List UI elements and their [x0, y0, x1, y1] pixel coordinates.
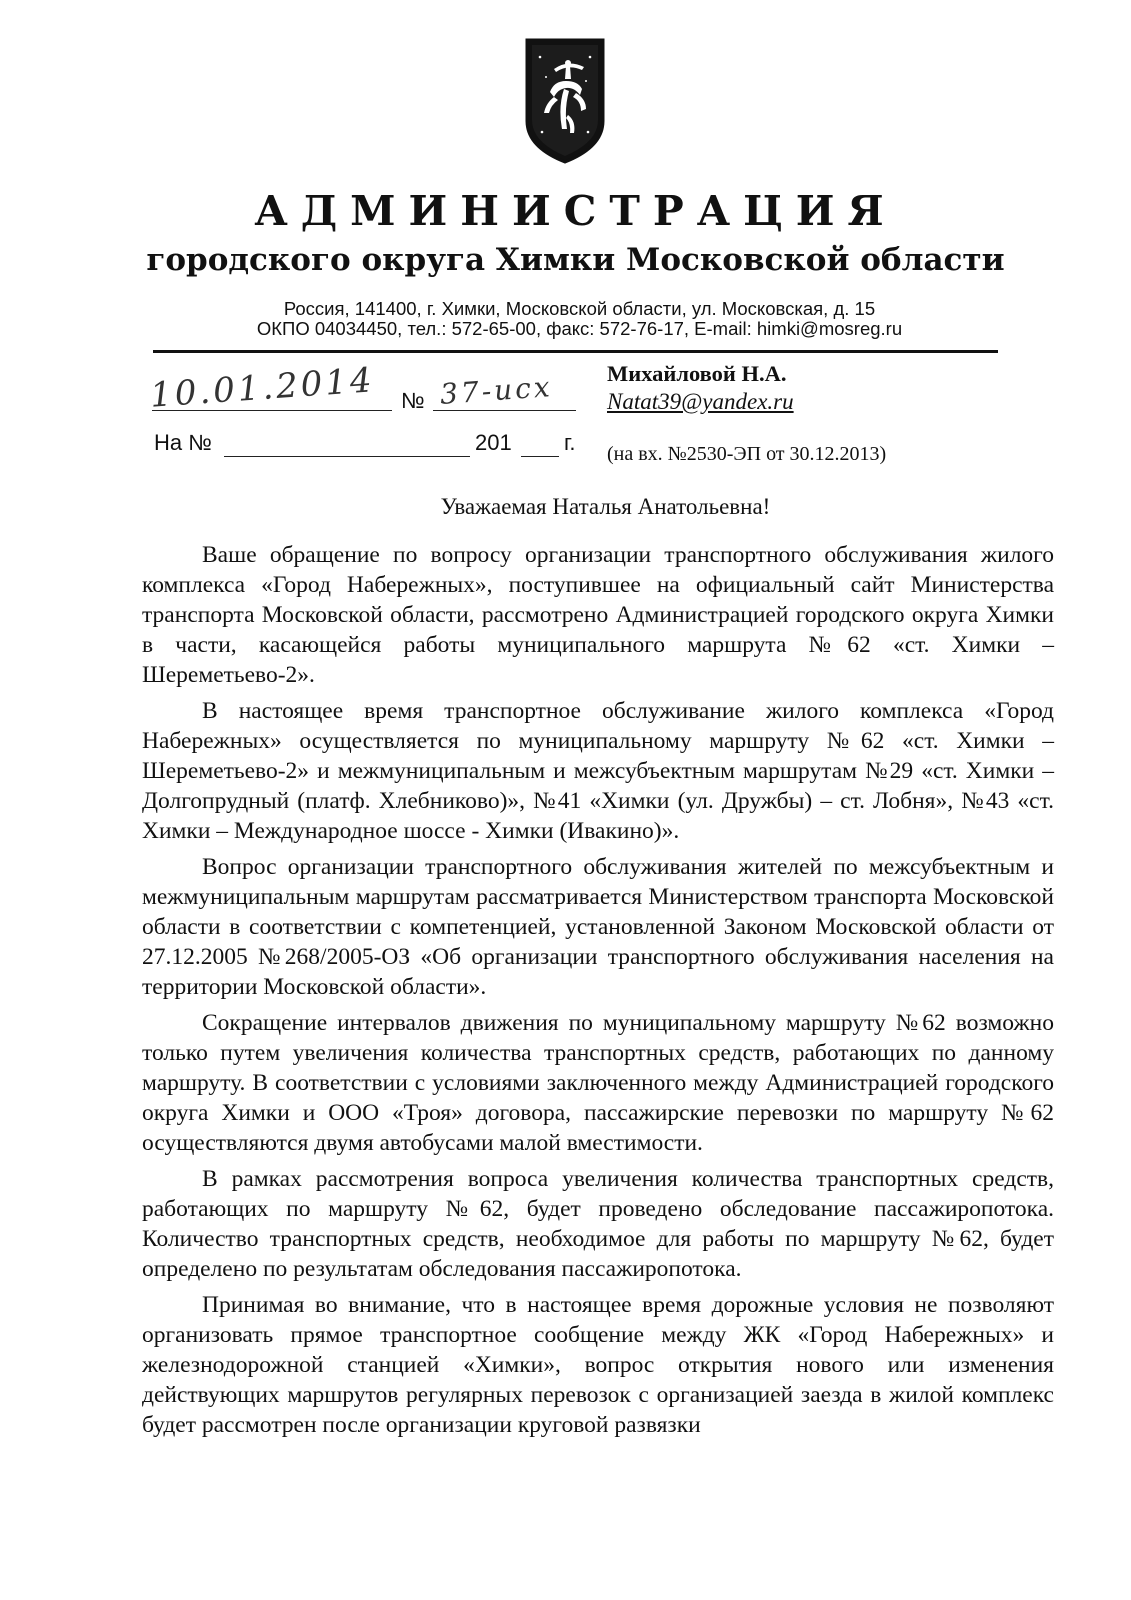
header-divider — [153, 350, 998, 353]
contacts-line: ОКПО 04034450, тел.: 572-65-00, факс: 572-76-17, E-mail: himki@mosreg.ru — [256, 318, 903, 339]
date-underline — [152, 410, 392, 411]
recipient-email[interactable]: Natat39@yandex.ru — [607, 389, 794, 414]
outgoing-number: 37-исх — [438, 370, 554, 411]
paragraph: Принимая во внимание, что в настоящее время дорожные условия не позволяют организовать прямое транспортное сообщение между ЖК «Город Набережных» и железнодорожной станцией «Химки», вопрос открытия нового или изменения действующих маршрутов регулярных перевозок с организацией заезда в жилой комплекс будет рассмотрен после организации круговой развязки — [142, 1292, 1054, 1438]
paragraph: В рамках рассмотрения вопроса увеличения количества транспортных средств, работающих по маршруту №62, будет проведено обследование пассажиропотока. Количество транспортных средств, необходимое для работы по маршруту №62, будет определено по результатам обследования пассажиропотока. — [142, 1166, 1054, 1282]
outgoing-date: 10.01.2014 — [148, 360, 376, 416]
city-coat-of-arms — [524, 37, 606, 165]
incoming-reference: (на вх. №2530-ЭП от 30.12.2013) — [607, 443, 887, 465]
paragraph: Вопрос организации транспортного обслуживания жителей по межсубъектным и межмуниципальным маршрутам рассматривается Министерством транспорта Московской области в соответствии с компетенцией, установленной Законом Московской области от 27.12.2005 №268/2005-ОЗ «Об организации транспортного обслуживания населения на территории Московской области». — [142, 854, 1054, 1000]
letter-body — [142, 540, 1054, 1446]
salutation: Уважаемая Наталья Анатольевна! — [440, 494, 771, 519]
paragraph: В настоящее время транспортное обслуживание жилого комплекса «Город Набережных» осуществляется по муниципальному маршруту №62 «ст. Химки – Шереметьево-2» и межмуниципальным и межсубъектным маршрутам №29 «ст. Химки – Долгопрудный (платф. Хлебниково)», №41 «Химки (ул. Дружбы) – ст. Лобня», №43 «ст. Химки – Международное шоссе - Химки (Ивакино)». — [142, 698, 1054, 844]
org-subtitle: городского округа Химки Московской области — [146, 242, 1005, 278]
recipient-name: Михайловой Н.А. — [607, 361, 787, 386]
year-label: 201 — [475, 430, 512, 455]
address-line: Россия, 141400, г. Химки, Московской области, ул. Московская, д. 15 — [283, 298, 876, 319]
year-underline — [521, 456, 559, 457]
paragraph: Сокращение интервалов движения по муниципальному маршруту №62 возможно только путем увеличения количества транспортных средств, работающих по данному маршруту. В соответствии с условиями заключенного между Администрацией городского округа Химки и ООО «Троя» договора, пассажирские перевозки по маршруту №62 осуществляются двумя автобусами малой вместимости. — [142, 1010, 1054, 1156]
org-title: АДМИНИСТРАЦИЯ — [254, 187, 897, 235]
number-underline — [433, 410, 576, 411]
reply-to-underline — [224, 456, 470, 457]
number-label: № — [401, 388, 425, 413]
paragraph: Ваше обращение по вопросу организации транспортного обслуживания жилого комплекса «Город Набережных», поступившее на официальный сайт Министерства транспорта Московской области, рассмотрено Администрацией городского округа Химки в части, касающейся работы муниципального маршрута №62 «ст. Химки – Шереметьево-2». — [142, 542, 1054, 688]
year-suffix: г. — [564, 430, 576, 455]
reply-to-label: На № — [154, 430, 212, 455]
